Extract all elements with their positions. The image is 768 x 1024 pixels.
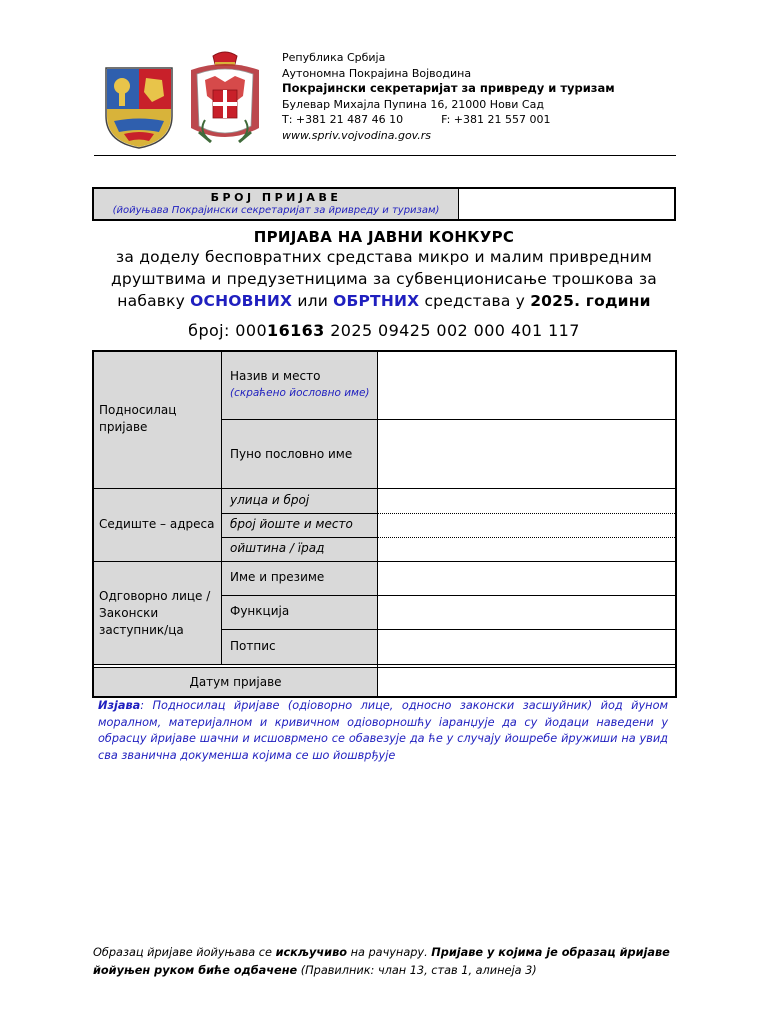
application-number-title: БРОЈ ПРИЈАВЕ xyxy=(210,191,342,204)
name-place-sublabel: (скраћено йословно име) xyxy=(230,387,370,399)
full-name-label: Име и презиме xyxy=(230,570,325,584)
header-fax: F: +381 21 557 001 xyxy=(441,113,551,126)
header-phone: Т: +381 21 487 46 10 xyxy=(282,113,404,126)
municipality-label: ойштина / їрад xyxy=(230,541,325,555)
full-business-name-label: Пуно пословно име xyxy=(230,447,353,461)
seat-address-label: Седиште – адреса xyxy=(99,517,215,531)
applicant-label: Подносилац пријаве xyxy=(99,403,177,434)
application-date-field[interactable] xyxy=(378,668,675,696)
postal-place-field[interactable] xyxy=(378,514,675,537)
working-assets-label: ОБРТНИХ xyxy=(333,292,420,310)
application-number-field[interactable] xyxy=(459,189,674,219)
name-place-field[interactable] xyxy=(378,352,675,419)
application-date-label: Датум пријаве xyxy=(189,675,282,689)
header-text xyxy=(282,50,615,143)
application-number-label-cell xyxy=(94,189,459,219)
header-line-republic: Република Србија xyxy=(282,51,386,64)
header-website: www.spriv.vojvodina.gov.rs xyxy=(282,128,432,142)
declaration-body: : Подносилац йријаве (одіоворно лице, односно законски засшуйник) йод йуном моралном, материјалном и кривичном одіоворношћу іаранџује да су йодаци наведени у обрасцу йријаве шачни и исшоврмено се обавезује да ће у случају йошребе йружиши на увид сва званична докуменша којима се шо йошврђује xyxy=(98,699,668,762)
header-line-province: Аутономна Покрајина Војводина xyxy=(282,66,472,80)
form-title-line4: набавку ОСНОВНИХ или ОБРТНИХ средстава у 2025. години xyxy=(117,292,651,310)
serbia-coat-of-arms-icon xyxy=(185,50,265,150)
application-number-box xyxy=(92,187,676,221)
application-number-subtitle: (йойуњава Покрајински секретаријат за йривреду и туризам) xyxy=(112,205,440,216)
footer-note: Образац йријаве йойуњава се искључиво на рачунару. Пријаве у којима је образац йријаве йойуњен руком биће одбачене (Правилник: члан 13, став 1, алинеја 3) xyxy=(93,946,670,977)
fixed-assets-label: ОСНОВНИХ xyxy=(190,292,293,310)
full-business-name-field[interactable] xyxy=(378,420,675,488)
declaration-text xyxy=(98,698,668,764)
header-line-secretariat: Покрајински секретаријат за привреду и туризам xyxy=(282,81,615,95)
form-title-line2: за доделу бесповратних средстава микро и малим привредним xyxy=(115,248,653,266)
form-title xyxy=(92,228,676,340)
header-divider xyxy=(94,155,676,156)
header-line-contacts xyxy=(282,112,615,128)
signature-label: Потпис xyxy=(230,639,276,653)
form-number: број: 00016163 2025 09425 002 000 401 117 xyxy=(188,321,580,340)
vojvodina-coat-of-arms-icon xyxy=(104,66,174,150)
declaration-label: Изјава xyxy=(98,699,141,712)
function-field[interactable] xyxy=(378,596,675,629)
full-name-field[interactable] xyxy=(378,562,675,595)
function-label: Функција xyxy=(230,604,290,618)
signature-field[interactable] xyxy=(378,630,675,664)
year-label: 2025. години xyxy=(530,292,651,310)
form-title-line3: друштвима и предузетницима за субвенционисање трошкова за xyxy=(111,270,657,288)
name-place-label: Назив и место (скраћено йословно име) xyxy=(225,368,375,402)
header-line-address: Булевар Михајла Пупина 16, 21000 Нови Сад xyxy=(282,97,544,111)
street-number-label: улица и број xyxy=(230,493,310,507)
postal-place-label: број йоште и место xyxy=(230,517,353,531)
form-title-main: ПРИЈАВА НА ЈАВНИ КОНКУРС xyxy=(253,228,515,246)
applicant-table xyxy=(92,350,677,698)
municipality-field[interactable] xyxy=(378,538,675,561)
responsible-person-label: Одговорно лице / Законски заступник/ца xyxy=(99,589,211,637)
street-number-field[interactable] xyxy=(378,489,675,513)
